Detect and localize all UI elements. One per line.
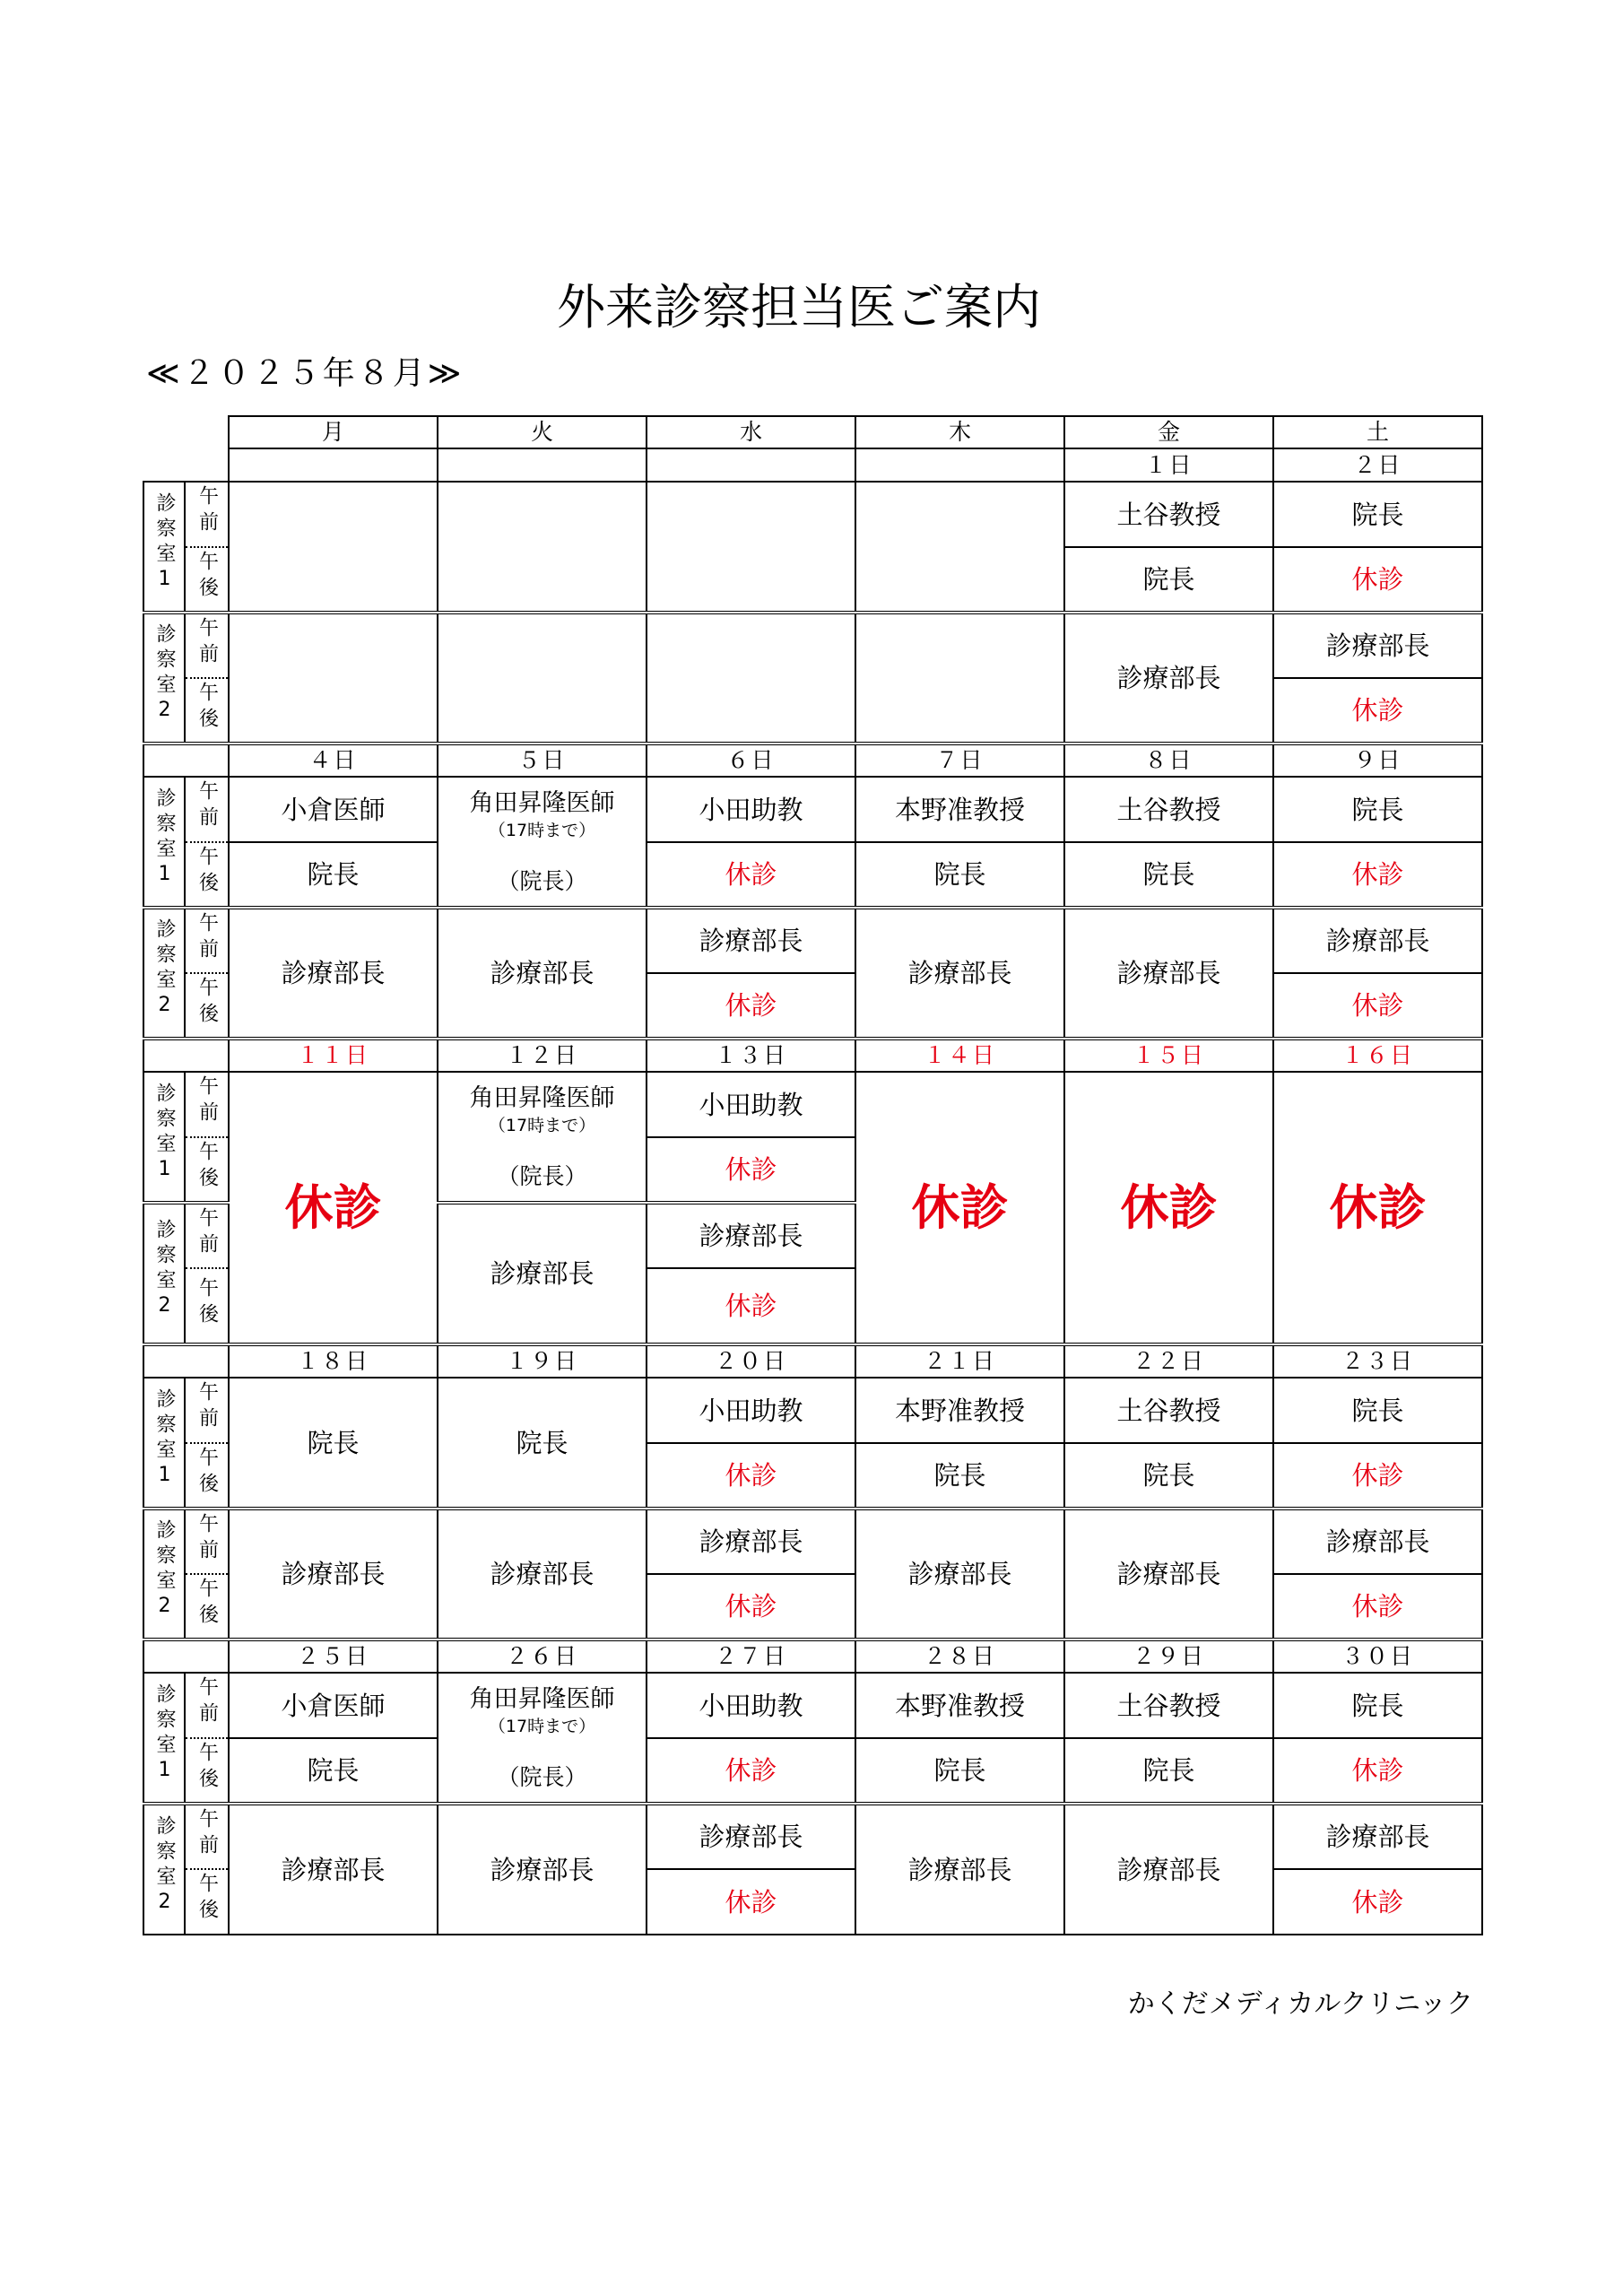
w5-room2-tue: 診療部長 bbox=[438, 1804, 647, 1935]
room-label-text: 診察室2 bbox=[153, 918, 176, 1022]
w4-room1-label bbox=[143, 1378, 185, 1509]
w1-room1-am-label bbox=[185, 482, 229, 547]
w2-room2-mon: 診療部長 bbox=[229, 908, 438, 1039]
w1-room2-wed bbox=[647, 613, 855, 744]
w1-room1-fri-am: 土谷教授 bbox=[1064, 482, 1273, 547]
doctor-block bbox=[438, 779, 646, 905]
doctor-name: 角田昇隆医師 bbox=[469, 788, 615, 817]
w4-room2-fri: 診療部長 bbox=[1064, 1509, 1273, 1639]
w2-date-label-spacer bbox=[143, 744, 229, 777]
w4-room1-tue: 院長 bbox=[438, 1378, 647, 1509]
w2-room1-sat-pm: 休診 bbox=[1273, 842, 1482, 908]
w3-date-mon: １１日 bbox=[229, 1039, 438, 1072]
am-label-text: 午前 bbox=[195, 1676, 219, 1728]
w3-fri-closed: 休診 bbox=[1064, 1072, 1273, 1344]
w2-date-wed: ６日 bbox=[647, 744, 855, 777]
w4-date-fri: ２２日 bbox=[1064, 1344, 1273, 1378]
w5-room2-label bbox=[143, 1804, 185, 1935]
time-note: （17時まで） bbox=[488, 1115, 596, 1135]
w4-room1-am-label bbox=[185, 1378, 229, 1443]
w4-room2-label bbox=[143, 1509, 185, 1639]
pm-label-text: 午後 bbox=[195, 976, 219, 1029]
w2-room2-pm-label bbox=[185, 973, 229, 1039]
w4-room1-wed-pm: 休診 bbox=[647, 1443, 855, 1509]
w2-date-thu: ７日 bbox=[855, 744, 1064, 777]
w2-date-fri: ８日 bbox=[1064, 744, 1273, 777]
am-label-text: 午前 bbox=[195, 485, 219, 537]
w3-room1-am-label bbox=[185, 1072, 229, 1137]
w3-room2-label bbox=[143, 1203, 185, 1344]
w4-date-wed: ２０日 bbox=[647, 1344, 855, 1378]
w2-room2-wed-am: 診療部長 bbox=[647, 908, 855, 973]
w1-date-tue bbox=[438, 448, 647, 482]
room-label-text: 診察室2 bbox=[153, 623, 176, 726]
w4-room1-thu-pm: 院長 bbox=[855, 1443, 1064, 1509]
doctor-name: 角田昇隆医師 bbox=[469, 1083, 615, 1112]
room-label-text: 診察室1 bbox=[153, 1387, 176, 1492]
w3-room1-am-row bbox=[143, 1072, 1482, 1137]
w4-room2-am-row bbox=[143, 1509, 1482, 1574]
w2-room2-fri: 診療部長 bbox=[1064, 908, 1273, 1039]
w5-room2-wed-pm: 休診 bbox=[647, 1869, 855, 1935]
pm-label-text: 午後 bbox=[195, 1140, 219, 1193]
am-label-text: 午前 bbox=[195, 1512, 219, 1565]
w4-room1-fri-pm: 院長 bbox=[1064, 1443, 1273, 1509]
w3-date-sat: １６日 bbox=[1273, 1039, 1482, 1072]
w5-room1-am-row bbox=[143, 1673, 1482, 1738]
w5-room2-pm-label bbox=[185, 1869, 229, 1935]
pm-label-text: 午後 bbox=[195, 681, 219, 734]
pm-label-text: 午後 bbox=[195, 1446, 219, 1499]
w5-room2-fri: 診療部長 bbox=[1064, 1804, 1273, 1935]
w4-date-tue: １９日 bbox=[438, 1344, 647, 1378]
w2-room1-mon-pm: 院長 bbox=[229, 842, 438, 908]
w3-room2-am-label bbox=[185, 1203, 229, 1268]
pm-label-text: 午後 bbox=[195, 1741, 219, 1794]
w5-room1-wed-pm: 休診 bbox=[647, 1738, 855, 1804]
month-label: ≪２０２５年８月≫ bbox=[146, 355, 464, 392]
w3-room2-wed-pm: 休診 bbox=[647, 1268, 855, 1344]
w4-room2-sat-pm: 休診 bbox=[1273, 1574, 1482, 1639]
w4-room2-am-label bbox=[185, 1509, 229, 1574]
w5-room1-mon-am: 小倉医師 bbox=[229, 1673, 438, 1738]
w5-room1-am-label bbox=[185, 1673, 229, 1738]
weekday-wed: 水 bbox=[647, 416, 855, 448]
w4-room2-wed-pm: 休診 bbox=[647, 1574, 855, 1639]
w3-room1-wed-am: 小田助教 bbox=[647, 1072, 855, 1137]
date-row-week5 bbox=[143, 1639, 1482, 1673]
w4-room1-wed-am: 小田助教 bbox=[647, 1378, 855, 1443]
w4-room1-sat-pm: 休診 bbox=[1273, 1443, 1482, 1509]
w5-room1-label bbox=[143, 1673, 185, 1804]
w4-date-thu: ２１日 bbox=[855, 1344, 1064, 1378]
w2-room2-sat-pm: 休診 bbox=[1273, 973, 1482, 1039]
pm-label-text: 午後 bbox=[195, 1577, 219, 1630]
w2-room2-label bbox=[143, 908, 185, 1039]
w5-date-thu: ２８日 bbox=[855, 1639, 1064, 1673]
pm-label-text: 午後 bbox=[195, 1276, 219, 1329]
w2-room1-tue bbox=[438, 777, 647, 908]
w1-room2-sat-am: 診療部長 bbox=[1273, 613, 1482, 678]
w5-room1-tue bbox=[438, 1673, 647, 1804]
w5-room2-sat-pm: 休診 bbox=[1273, 1869, 1482, 1935]
w2-date-sat: ９日 bbox=[1273, 744, 1482, 777]
w2-date-tue: ５日 bbox=[438, 744, 647, 777]
w3-date-thu: １４日 bbox=[855, 1039, 1064, 1072]
page-title: 外来診察担当医ご案内 bbox=[557, 279, 1041, 335]
w1-room2-am-row bbox=[143, 613, 1482, 678]
w1-room2-am-label bbox=[185, 613, 229, 678]
weekday-thu: 木 bbox=[855, 416, 1064, 448]
w5-date-wed: ２７日 bbox=[647, 1639, 855, 1673]
w3-room1-tue bbox=[438, 1072, 647, 1203]
w1-room1-sat-pm: 休診 bbox=[1273, 547, 1482, 613]
w2-room1-mon-am: 小倉医師 bbox=[229, 777, 438, 842]
w4-room1-thu-am: 本野准教授 bbox=[855, 1378, 1064, 1443]
w4-room1-pm-label bbox=[185, 1443, 229, 1509]
pm-label-text: 午後 bbox=[195, 845, 219, 898]
weekday-sat: 土 bbox=[1273, 416, 1482, 448]
w2-room1-sat-am: 院長 bbox=[1273, 777, 1482, 842]
w2-room2-wed-pm: 休診 bbox=[647, 973, 855, 1039]
w5-room1-thu-pm: 院長 bbox=[855, 1738, 1064, 1804]
w3-mon-closed: 休診 bbox=[229, 1072, 438, 1344]
weekday-tue: 火 bbox=[438, 416, 647, 448]
w2-room1-thu-pm: 院長 bbox=[855, 842, 1064, 908]
w5-date-label-spacer bbox=[143, 1639, 229, 1673]
w5-room2-sat-am: 診療部長 bbox=[1273, 1804, 1482, 1869]
w4-date-label-spacer bbox=[143, 1344, 229, 1378]
w2-room1-wed-am: 小田助教 bbox=[647, 777, 855, 842]
w3-room2-pm-label bbox=[185, 1268, 229, 1344]
w2-room2-am-row bbox=[143, 908, 1482, 973]
w1-room2-mon bbox=[229, 613, 438, 744]
w1-room1-thu bbox=[855, 482, 1064, 613]
w5-room1-fri-pm: 院長 bbox=[1064, 1738, 1273, 1804]
w4-room1-am-row bbox=[143, 1378, 1482, 1443]
am-label-text: 午前 bbox=[195, 780, 219, 832]
am-label-text: 午前 bbox=[195, 616, 219, 669]
w1-room2-sat-pm: 休診 bbox=[1273, 678, 1482, 744]
w4-room2-wed-am: 診療部長 bbox=[647, 1509, 855, 1574]
w2-room2-am-label bbox=[185, 908, 229, 973]
w5-room1-sat-pm: 休診 bbox=[1273, 1738, 1482, 1804]
w3-thu-closed: 休診 bbox=[855, 1072, 1064, 1344]
w1-room1-fri-pm: 院長 bbox=[1064, 547, 1273, 613]
doctor-block bbox=[438, 1675, 646, 1801]
w2-room1-label bbox=[143, 777, 185, 908]
w4-room2-pm-label bbox=[185, 1574, 229, 1639]
am-label-text: 午前 bbox=[195, 1206, 219, 1259]
w5-date-fri: ２９日 bbox=[1064, 1639, 1273, 1673]
w3-date-label-spacer bbox=[143, 1039, 229, 1072]
w4-room1-sat-am: 院長 bbox=[1273, 1378, 1482, 1443]
w4-room1-mon: 院長 bbox=[229, 1378, 438, 1509]
weekday-fri: 金 bbox=[1064, 416, 1273, 448]
w1-date-mon bbox=[229, 448, 438, 482]
w1-room1-label bbox=[143, 482, 185, 613]
w1-room2-thu bbox=[855, 613, 1064, 744]
room-label-text: 診察室1 bbox=[153, 491, 176, 596]
w3-room1-label bbox=[143, 1072, 185, 1203]
w1-date-fri: １日 bbox=[1064, 448, 1273, 482]
w5-date-mon: ２５日 bbox=[229, 1639, 438, 1673]
pm-doctor: （院長） bbox=[497, 867, 587, 894]
w3-room1-pm-label bbox=[185, 1137, 229, 1203]
pm-doctor: （院長） bbox=[497, 1763, 587, 1790]
w2-room1-am-label bbox=[185, 777, 229, 842]
w4-room2-tue: 診療部長 bbox=[438, 1509, 647, 1639]
w3-room1-wed-pm: 休診 bbox=[647, 1137, 855, 1203]
doctor-name: 角田昇隆医師 bbox=[469, 1684, 615, 1713]
w5-room1-wed-am: 小田助教 bbox=[647, 1673, 855, 1738]
w5-room1-mon-pm: 院長 bbox=[229, 1738, 438, 1804]
clinic-name: かくだメディカルクリニック bbox=[1127, 1988, 1473, 2020]
am-label-text: 午前 bbox=[195, 1075, 219, 1127]
room-label-text: 診察室2 bbox=[153, 1219, 176, 1322]
w4-room2-mon: 診療部長 bbox=[229, 1509, 438, 1639]
w1-room1-tue bbox=[438, 482, 647, 613]
w1-room2-pm-label bbox=[185, 678, 229, 744]
w5-room1-fri-am: 土谷教授 bbox=[1064, 1673, 1273, 1738]
w5-room2-am-row bbox=[143, 1804, 1482, 1869]
room-label-text: 診察室2 bbox=[153, 1814, 176, 1918]
w5-room1-pm-row bbox=[143, 1738, 1482, 1804]
w5-room1-pm-label bbox=[185, 1738, 229, 1804]
w1-date-thu bbox=[855, 448, 1064, 482]
table-corner bbox=[143, 416, 229, 482]
w3-room2-tue: 診療部長 bbox=[438, 1203, 647, 1344]
w1-room1-am-row bbox=[143, 482, 1482, 547]
w5-date-tue: ２６日 bbox=[438, 1639, 647, 1673]
w2-room1-fri-pm: 院長 bbox=[1064, 842, 1273, 908]
date-row-week3 bbox=[143, 1039, 1482, 1072]
w3-room2-wed-am: 診療部長 bbox=[647, 1203, 855, 1268]
w1-room1-pm-label bbox=[185, 547, 229, 613]
am-label-text: 午前 bbox=[195, 1381, 219, 1433]
w5-room2-mon: 診療部長 bbox=[229, 1804, 438, 1935]
w1-date-wed bbox=[647, 448, 855, 482]
w2-room1-pm-label bbox=[185, 842, 229, 908]
w5-room1-thu-am: 本野准教授 bbox=[855, 1673, 1064, 1738]
room-label-text: 診察室1 bbox=[153, 1683, 176, 1787]
pm-label-text: 午後 bbox=[195, 550, 219, 603]
weekday-header-row bbox=[143, 416, 1482, 448]
w4-date-mon: １８日 bbox=[229, 1344, 438, 1378]
w3-date-wed: １３日 bbox=[647, 1039, 855, 1072]
w1-room1-wed bbox=[647, 482, 855, 613]
w1-room2-tue bbox=[438, 613, 647, 744]
room-label-text: 診察室2 bbox=[153, 1519, 176, 1622]
room-label-text: 診察室1 bbox=[153, 1082, 176, 1186]
w2-room1-pm-row bbox=[143, 842, 1482, 908]
pm-doctor: （院長） bbox=[497, 1162, 587, 1189]
w2-room1-am-row bbox=[143, 777, 1482, 842]
w2-room1-wed-pm: 休診 bbox=[647, 842, 855, 908]
date-row-week1 bbox=[143, 448, 1482, 482]
w3-date-tue: １２日 bbox=[438, 1039, 647, 1072]
w1-date-sat: ２日 bbox=[1273, 448, 1482, 482]
w4-room2-sat-am: 診療部長 bbox=[1273, 1509, 1482, 1574]
w5-room2-wed-am: 診療部長 bbox=[647, 1804, 855, 1869]
w2-room1-thu-am: 本野准教授 bbox=[855, 777, 1064, 842]
weekday-mon: 月 bbox=[229, 416, 438, 448]
date-row-week4 bbox=[143, 1344, 1482, 1378]
w5-room1-sat-am: 院長 bbox=[1273, 1673, 1482, 1738]
w2-date-mon: ４日 bbox=[229, 744, 438, 777]
time-note: （17時まで） bbox=[488, 820, 596, 840]
w4-date-sat: ２３日 bbox=[1273, 1344, 1482, 1378]
w1-room1-mon bbox=[229, 482, 438, 613]
date-row-week2 bbox=[143, 744, 1482, 777]
schedule-table bbox=[143, 415, 1483, 1935]
w3-sat-closed: 休診 bbox=[1273, 1072, 1482, 1344]
w1-room1-sat-am: 院長 bbox=[1273, 482, 1482, 547]
time-note: （17時まで） bbox=[488, 1716, 596, 1736]
w4-room1-fri-am: 土谷教授 bbox=[1064, 1378, 1273, 1443]
w5-room2-thu: 診療部長 bbox=[855, 1804, 1064, 1935]
doctor-block bbox=[438, 1074, 646, 1200]
pm-label-text: 午後 bbox=[195, 1873, 219, 1925]
w1-room2-label bbox=[143, 613, 185, 744]
w1-room2-fri: 診療部長 bbox=[1064, 613, 1273, 744]
room-label-text: 診察室1 bbox=[153, 787, 176, 891]
w5-date-sat: ３０日 bbox=[1273, 1639, 1482, 1673]
am-label-text: 午前 bbox=[195, 911, 219, 964]
w2-room2-thu: 診療部長 bbox=[855, 908, 1064, 1039]
w4-room2-thu: 診療部長 bbox=[855, 1509, 1064, 1639]
w2-room1-fri-am: 土谷教授 bbox=[1064, 777, 1273, 842]
w2-room2-tue: 診療部長 bbox=[438, 908, 647, 1039]
am-label-text: 午前 bbox=[195, 1807, 219, 1860]
w2-room2-sat-am: 診療部長 bbox=[1273, 908, 1482, 973]
w3-date-fri: １５日 bbox=[1064, 1039, 1273, 1072]
w5-room2-am-label bbox=[185, 1804, 229, 1869]
